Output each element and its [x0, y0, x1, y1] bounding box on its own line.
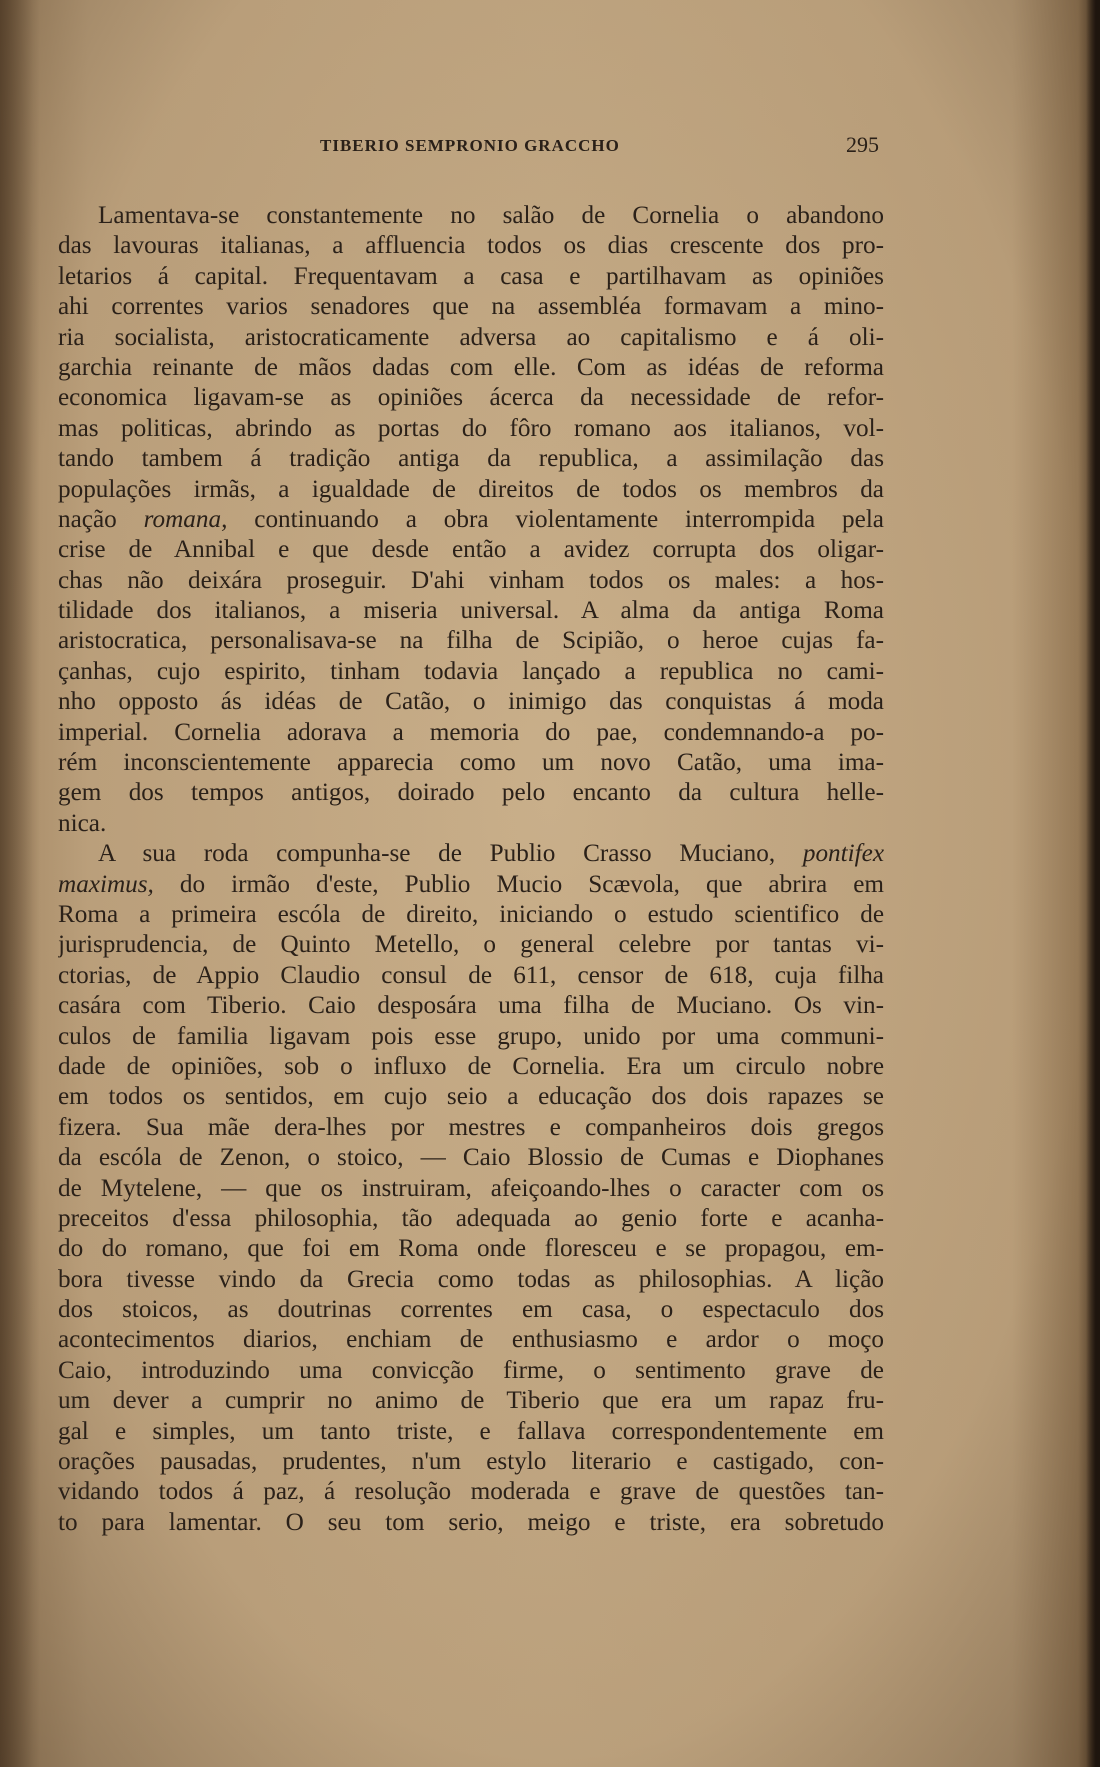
text-line: ria socialista, aristocraticamente adversa ao capitalismo e á oli-: [58, 323, 884, 351]
text-line: Roma a primeira escóla de direito, iniciando o estudo scientifico de: [58, 900, 884, 928]
text-line: populações irmãs, a igualdade de direitos de todos os membros da: [58, 475, 884, 503]
text-line: rém inconscientemente apparecia como um novo Catão, uma ima-: [58, 749, 884, 777]
text-line: fizera. Sua mãe dera-lhes por mestres e companheiros dois gregos: [58, 1113, 884, 1141]
text-fragment: nação: [58, 505, 144, 533]
text-line: gem dos tempos antigos, doirado pelo encanto da cultura helle-: [58, 779, 884, 807]
text-fragment: continuando a obra violentamente interrompida pela: [227, 505, 884, 533]
text-line: vidando todos á paz, á resolução moderada e grave de questões tan-: [58, 1478, 884, 1506]
running-head: TIBERIO SEMPRONIO GRACCHO: [320, 136, 620, 155]
text-line: nica.: [58, 809, 107, 837]
text-line: Caio, introduzindo uma convicção firme, o sentimento grave de: [58, 1356, 884, 1384]
page-edge: [1086, 0, 1100, 1767]
text-line: ahi correntes varios senadores que na assembléa formavam a mino-: [58, 293, 884, 321]
text-line: chas não deixára proseguir. D'ahi vinham todos os males: a hos-: [58, 566, 884, 594]
text-line: garchia reinante de mãos dadas com elle. Com as idéas de reforma: [58, 353, 884, 381]
body-text: [58, 201, 884, 1538]
text-line-mixed: [58, 505, 884, 535]
text-line: tando tambem á tradição antiga da republica, a assimilação das: [58, 445, 884, 473]
italic-term: maximus,: [58, 870, 154, 898]
text-line: das lavouras italianas, a affluencia todos os dias crescente dos pro-: [58, 232, 884, 260]
text-line: acontecimentos diarios, enchiam de enthusiasmo e ardor o moço: [58, 1326, 884, 1354]
text-line-mixed: [58, 839, 884, 869]
text-line: bora tivesse vindo da Grecia como todas as philosophias. A lição: [58, 1265, 884, 1293]
text-line: culos de familia ligavam pois esse grupo, unido por uma communi-: [58, 1022, 884, 1050]
text-line: preceitos d'essa philosophia, tão adequada ao genio forte e acanha-: [58, 1204, 884, 1232]
italic-term: romana,: [143, 505, 228, 533]
text-line: orações pausadas, prudentes, n'um estylo literario e castigado, con-: [58, 1448, 884, 1476]
text-line: do do romano, que foi em Roma onde floresceu e se propagou, em-: [58, 1235, 884, 1263]
text-line: çanhas, cujo espirito, tinham todavia lançado a republica no cami-: [58, 657, 884, 685]
text-line: to para lamentar. O seu tom serio, meigo e triste, era sobretudo: [58, 1508, 884, 1536]
text-fragment: do irmão d'este, Publio Mucio Scævola, que abrira em: [153, 870, 884, 898]
text-line: dos stoicos, as doutrinas correntes em casa, o espectaculo dos: [58, 1296, 884, 1324]
text-line: letarios á capital. Frequentavam a casa e partilhavam as opiniões: [58, 262, 884, 290]
text-line-mixed: [58, 870, 884, 900]
text-line: jurisprudencia, de Quinto Metello, o general celebre por tantas vi-: [58, 931, 884, 959]
text-line: economica ligavam-se as opiniões ácerca da necessidade de refor-: [58, 384, 884, 412]
text-fragment: A sua roda compunha-se de Publio Crasso Muciano,: [98, 840, 803, 868]
text-line: da escóla de Zenon, o stoico, — Caio Blossio de Cumas e Diophanes: [58, 1144, 884, 1172]
spine-shadow: [0, 0, 40, 1767]
text-line: imperial. Cornelia adorava a memoria do pae, condemnando-a po-: [58, 718, 884, 746]
text-line: gal e simples, um tanto triste, e fallava correspondentemente em: [58, 1417, 884, 1445]
text-line: mas politicas, abrindo as portas do fôro romano aos italianos, vol-: [58, 414, 884, 442]
text-line: nho opposto ás idéas de Catão, o inimigo das conquistas á moda: [58, 688, 884, 716]
text-line: de Mytelene, — que os instruiram, afeiçoando-lhes o caracter com os: [58, 1174, 884, 1202]
text-line: dade de opiniões, sob o influxo de Cornelia. Era um circulo nobre: [58, 1052, 884, 1080]
text-line: tilidade dos italianos, a miseria universal. A alma da antiga Roma: [58, 597, 884, 625]
text-line: ctorias, de Appio Claudio consul de 611, censor de 618, cuja filha: [58, 961, 884, 989]
italic-term: pontifex: [802, 840, 884, 868]
page-number: 295: [846, 132, 879, 157]
text-line: Lamentava-se constantemente no salão de Cornelia o abandono: [98, 202, 884, 229]
text-line: em todos os sentidos, em cujo seio a educação dos dois rapazes se: [58, 1083, 884, 1111]
text-line: casára com Tiberio. Caio desposára uma filha de Muciano. Os vin-: [58, 992, 884, 1020]
text-line: um dever a cumprir no animo de Tiberio que era um rapaz fru-: [58, 1387, 884, 1415]
text-line: aristocratica, personalisava-se na filha de Scipião, o heroe cujas fa-: [58, 627, 884, 655]
text-line: crise de Annibal e que desde então a avidez corrupta dos oligar-: [58, 536, 884, 564]
